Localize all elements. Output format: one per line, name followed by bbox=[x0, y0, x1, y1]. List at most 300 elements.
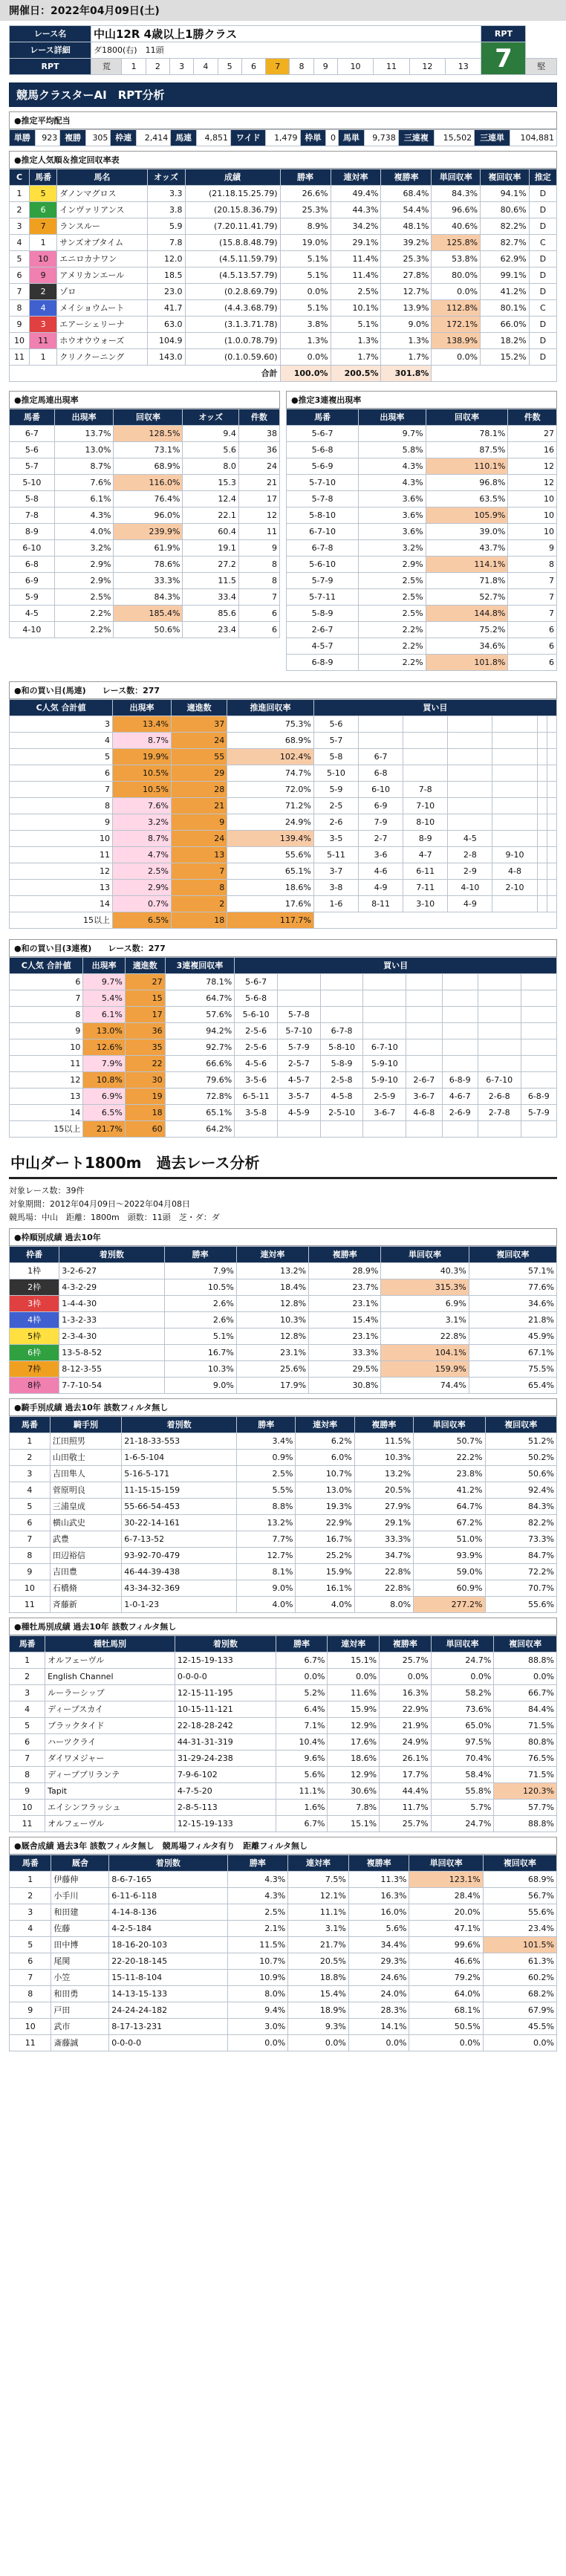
table-cell bbox=[492, 749, 537, 765]
table-row bbox=[287, 491, 557, 507]
table-cell: 17 bbox=[125, 1007, 165, 1023]
table-cell: 18 bbox=[125, 1105, 165, 1121]
table-cell: 80.0% bbox=[432, 267, 481, 284]
table-cell: 24-24-24-182 bbox=[109, 2002, 227, 2019]
table-cell: 71.5% bbox=[494, 1767, 557, 1783]
table-cell: 5-10 bbox=[10, 475, 55, 491]
table-cell: 52.7% bbox=[426, 589, 508, 606]
table-cell: 9.4 bbox=[183, 426, 238, 442]
header-row bbox=[10, 1247, 557, 1263]
table-cell: 144.8% bbox=[426, 606, 508, 622]
table-cell: 12-15-19-133 bbox=[175, 1816, 276, 1832]
table-cell: 4.0% bbox=[54, 524, 114, 540]
table-cell: 5.1% bbox=[280, 300, 331, 317]
table-cell: 55.6% bbox=[227, 847, 314, 863]
table-cell: 4-14-8-136 bbox=[109, 1904, 227, 1921]
table-cell: 伊藤伸 bbox=[51, 1872, 109, 1888]
table-cell: 79.6% bbox=[165, 1072, 235, 1089]
scale-cell: 8 bbox=[290, 59, 313, 75]
table-cell: 78.1% bbox=[165, 974, 235, 990]
course-title: 中山ダート1800m 過去レース分析 bbox=[9, 1145, 557, 1179]
table-cell: 34.4% bbox=[348, 1937, 409, 1953]
popularity-table bbox=[9, 169, 557, 382]
table-cell: 28.9% bbox=[309, 1263, 381, 1279]
table-cell: 5-16-5-171 bbox=[122, 1466, 237, 1482]
table-cell: 5 bbox=[30, 186, 57, 202]
header-row bbox=[287, 409, 557, 426]
table-cell: 94.2% bbox=[165, 1023, 235, 1039]
column-header: 複回収率 bbox=[485, 1417, 556, 1433]
table-cell: 2枠 bbox=[10, 1279, 59, 1296]
table-row bbox=[10, 1089, 557, 1105]
column-header: 連対率 bbox=[331, 169, 381, 186]
table-cell: 10 bbox=[508, 491, 557, 507]
table-cell: 6-7 bbox=[359, 749, 403, 765]
table-cell: 12.4 bbox=[183, 491, 238, 507]
table-row bbox=[10, 1816, 557, 1832]
table-cell: 5 bbox=[10, 1718, 45, 1734]
table-cell: 28.3% bbox=[348, 2002, 409, 2019]
table-cell: 3-5-7 bbox=[277, 1089, 320, 1105]
table-cell: 11.7% bbox=[380, 1800, 432, 1816]
table-cell: 0.0% bbox=[348, 2035, 409, 2051]
ai-title: 競馬クラスターAI RPT分析 bbox=[9, 82, 557, 107]
table-cell: (21.18.15.25.79) bbox=[185, 186, 280, 202]
table-cell: 8 bbox=[508, 557, 557, 573]
table-cell: 4 bbox=[10, 1701, 45, 1718]
table-cell: 5.6% bbox=[348, 1921, 409, 1937]
table-row bbox=[10, 1121, 557, 1138]
table-cell: D bbox=[529, 349, 556, 366]
table-cell bbox=[537, 716, 547, 733]
total-cell: 117.7% bbox=[227, 912, 314, 929]
table-row bbox=[10, 1279, 557, 1296]
column-header: 3連複回収率 bbox=[165, 958, 235, 974]
table-cell: 吉田豊 bbox=[50, 1564, 121, 1580]
column-header: 複回収率 bbox=[469, 1247, 556, 1263]
payout-value: 923 bbox=[35, 130, 60, 146]
table-cell: 71.5% bbox=[494, 1718, 557, 1734]
table-cell: 99.1% bbox=[481, 267, 530, 284]
table-cell: 三浦皇成 bbox=[50, 1499, 121, 1515]
table-cell: 28.4% bbox=[409, 1888, 483, 1904]
table-cell: 14-13-15-133 bbox=[109, 1986, 227, 2002]
table-cell: 8.9% bbox=[280, 218, 331, 235]
table-cell: 2.2% bbox=[359, 638, 426, 655]
table-cell: (4.5.13.57.79) bbox=[185, 267, 280, 284]
table-cell: 8.1% bbox=[237, 1564, 296, 1580]
table-cell: 4-8 bbox=[492, 863, 537, 880]
table-cell: 55.6% bbox=[483, 1904, 556, 1921]
table-cell: (4.4.3.68.79) bbox=[185, 300, 280, 317]
table-cell: 63.5% bbox=[426, 491, 508, 507]
table-cell: 11 bbox=[10, 847, 113, 863]
table-cell: 0.0% bbox=[432, 349, 481, 366]
table-cell: 4-5-8 bbox=[320, 1089, 363, 1105]
table-cell: 10 bbox=[508, 524, 557, 540]
table-cell: 74.4% bbox=[381, 1378, 469, 1394]
table-cell: 1-6 bbox=[313, 896, 358, 912]
table-row bbox=[10, 847, 557, 863]
table-cell: 6 bbox=[10, 765, 113, 782]
table-cell: 24.7% bbox=[431, 1652, 494, 1669]
table-cell bbox=[478, 1039, 521, 1056]
table-cell: 9 bbox=[10, 814, 113, 831]
table-cell: 6 bbox=[10, 1734, 45, 1751]
table-row bbox=[10, 1701, 557, 1718]
table-cell: 79.2% bbox=[409, 1970, 483, 1986]
table-cell: 93.9% bbox=[414, 1548, 485, 1564]
table-cell: 2-5 bbox=[313, 798, 358, 814]
table-cell: 8.7% bbox=[113, 733, 172, 749]
table-row bbox=[287, 540, 557, 557]
table-cell: 45.5% bbox=[483, 2019, 556, 2035]
table-cell: D bbox=[529, 333, 556, 349]
table-cell: 67.9% bbox=[483, 2002, 556, 2019]
table-row bbox=[10, 863, 557, 880]
table-cell bbox=[448, 765, 492, 782]
table-row bbox=[10, 475, 280, 491]
table-cell: 5 bbox=[10, 1937, 51, 1953]
sanren-title: ●推定3連複出現率 bbox=[286, 391, 557, 409]
table-cell: 64.7% bbox=[165, 990, 235, 1007]
table-cell: 11.1% bbox=[288, 1904, 349, 1921]
table-cell: D bbox=[529, 317, 556, 333]
table-cell: 63.0 bbox=[147, 317, 185, 333]
race-label: レース名 bbox=[10, 26, 91, 42]
table-cell: 51.0% bbox=[414, 1531, 485, 1548]
table-cell: 44.3% bbox=[331, 202, 381, 218]
table-cell: 18-16-20-103 bbox=[109, 1937, 227, 1953]
table-cell: 99.6% bbox=[409, 1937, 483, 1953]
table-cell: 5-7-9 bbox=[277, 1039, 320, 1056]
table-cell: 2-5-7 bbox=[277, 1056, 320, 1072]
table-row bbox=[10, 1904, 557, 1921]
table-cell: 11-15-15-159 bbox=[122, 1482, 237, 1499]
table-cell: 2-5-10 bbox=[320, 1105, 363, 1121]
table-cell: 61.9% bbox=[114, 540, 183, 557]
table-cell: 62.9% bbox=[481, 251, 530, 267]
table-cell bbox=[537, 814, 547, 831]
table-row bbox=[10, 1056, 557, 1072]
table-cell: ホウオウウォーズ bbox=[57, 333, 147, 349]
table-cell: 50.6% bbox=[485, 1466, 556, 1482]
race-name: 中山12R 4歳以上1勝クラス bbox=[91, 26, 481, 42]
table-row bbox=[10, 2019, 557, 2035]
table-cell: 120.3% bbox=[494, 1783, 557, 1800]
column-header: 出現率 bbox=[83, 958, 125, 974]
table-cell: 96.8% bbox=[426, 475, 508, 491]
table-cell: 21 bbox=[171, 798, 227, 814]
table-row bbox=[10, 1872, 557, 1888]
table-cell: 13 bbox=[10, 1089, 83, 1105]
column-header: 単回収率 bbox=[432, 169, 481, 186]
table-cell: 5.1% bbox=[164, 1328, 236, 1345]
table-cell bbox=[537, 798, 547, 814]
table-cell: 2.5% bbox=[113, 863, 172, 880]
table-cell: 33.4 bbox=[183, 589, 238, 606]
table-cell bbox=[403, 716, 448, 733]
table-cell: 11 bbox=[30, 333, 57, 349]
table-cell: 29.1% bbox=[354, 1515, 413, 1531]
table-cell: 80.1% bbox=[481, 300, 530, 317]
table-cell: 25.6% bbox=[236, 1361, 308, 1378]
table-cell bbox=[547, 733, 556, 749]
table-cell: 20.5% bbox=[354, 1482, 413, 1499]
table-cell: 0-0-0-0 bbox=[175, 1669, 276, 1685]
table-row bbox=[10, 1531, 557, 1548]
table-cell bbox=[359, 733, 403, 749]
table-cell: 3.4% bbox=[237, 1433, 296, 1450]
scale-cell: 12 bbox=[409, 59, 445, 75]
table-cell: 6.5% bbox=[83, 1105, 125, 1121]
table-cell: 23.1% bbox=[309, 1328, 381, 1345]
payout-label: 馬連 bbox=[171, 130, 197, 146]
table-row bbox=[10, 2035, 557, 2051]
table-cell: 10 bbox=[30, 251, 57, 267]
payout-label: 単勝 bbox=[10, 130, 36, 146]
table-cell: 5-7-10 bbox=[277, 1023, 320, 1039]
table-cell: C bbox=[529, 300, 556, 317]
table-cell: 菅原明良 bbox=[50, 1482, 121, 1499]
header-row bbox=[10, 958, 557, 974]
table-row bbox=[287, 426, 557, 442]
table-row bbox=[10, 284, 557, 300]
table-cell: 12.8% bbox=[236, 1328, 308, 1345]
table-row bbox=[10, 1345, 557, 1361]
table-cell bbox=[406, 1056, 442, 1072]
table-cell: 315.3% bbox=[381, 1279, 469, 1296]
table-cell: 23.8% bbox=[414, 1466, 485, 1482]
table-cell bbox=[521, 1023, 556, 1039]
table-cell: 10 bbox=[10, 333, 30, 349]
table-cell: Tapit bbox=[45, 1783, 175, 1800]
sire-table bbox=[9, 1635, 557, 1832]
table-cell: 13.2% bbox=[236, 1263, 308, 1279]
table-cell: 0.0% bbox=[431, 1669, 494, 1685]
column-header: 推定 bbox=[529, 169, 556, 186]
table-cell: 6-11 bbox=[403, 863, 448, 880]
umaren-title: ●推定馬連出現率 bbox=[9, 391, 280, 409]
table-cell: 10.7% bbox=[227, 1953, 288, 1970]
table-cell: 10.5% bbox=[113, 765, 172, 782]
table-cell: 22-20-18-145 bbox=[109, 1953, 227, 1970]
table-cell: 12 bbox=[10, 1072, 83, 1089]
table-cell: 68.4% bbox=[381, 186, 432, 202]
table-cell: 71.2% bbox=[227, 798, 314, 814]
table-cell: 19.9% bbox=[113, 749, 172, 765]
table-cell: 1 bbox=[30, 235, 57, 251]
table-cell: 9.4% bbox=[227, 2002, 288, 2019]
table-cell: 7.8% bbox=[328, 1800, 380, 1816]
table-cell: 4 bbox=[30, 300, 57, 317]
table-cell: 22.1 bbox=[183, 507, 238, 524]
table-row bbox=[10, 1888, 557, 1904]
table-cell: 38 bbox=[238, 426, 279, 442]
table-cell: 8.0% bbox=[354, 1597, 413, 1613]
table-cell: 7 bbox=[10, 1531, 51, 1548]
table-cell: 和田勇 bbox=[51, 1986, 109, 2002]
table-cell: 10.3% bbox=[236, 1312, 308, 1328]
table-cell: 17 bbox=[238, 491, 279, 507]
table-cell: (7.20.11.41.79) bbox=[185, 218, 280, 235]
table-cell: 2.6% bbox=[164, 1312, 236, 1328]
table-cell: D bbox=[529, 267, 556, 284]
total-value: 100.0% bbox=[280, 366, 331, 382]
table-cell bbox=[492, 814, 537, 831]
table-cell: 4.0% bbox=[296, 1597, 354, 1613]
table-cell: 64.0% bbox=[409, 1986, 483, 2002]
table-cell: 2 bbox=[10, 1669, 45, 1685]
table-cell: オルフェーヴル bbox=[45, 1652, 175, 1669]
table-cell: 31-29-24-238 bbox=[175, 1751, 276, 1767]
table-cell: 55-66-54-453 bbox=[122, 1499, 237, 1515]
table-row bbox=[10, 1970, 557, 1986]
scale-cell: 4 bbox=[194, 59, 218, 75]
table-cell: 6.4% bbox=[276, 1701, 328, 1718]
table-cell: 5-7-8 bbox=[277, 1007, 320, 1023]
table-row bbox=[10, 782, 557, 798]
column-header: 厩舎 bbox=[51, 1855, 109, 1872]
buy1-title: ●和の買い目(馬連) レース数：277 bbox=[9, 681, 557, 699]
table-cell: 0-0-0-0 bbox=[109, 2035, 227, 2051]
column-header: 馬番 bbox=[287, 409, 359, 426]
table-cell: 15以上 bbox=[10, 1121, 83, 1138]
table-cell: 4-7-5-20 bbox=[175, 1783, 276, 1800]
table-cell: 6.9% bbox=[83, 1089, 125, 1105]
table-cell: 48.1% bbox=[381, 218, 432, 235]
table-cell: 12 bbox=[10, 863, 113, 880]
table-cell bbox=[547, 765, 556, 782]
table-cell: 66.6% bbox=[165, 1056, 235, 1072]
table-cell: 1 bbox=[10, 1433, 51, 1450]
table-row bbox=[10, 442, 280, 458]
table-row bbox=[10, 1007, 557, 1023]
table-cell: 15-11-8-104 bbox=[109, 1970, 227, 1986]
table-row bbox=[287, 573, 557, 589]
table-cell: 74.7% bbox=[227, 765, 314, 782]
table-cell: 戸田 bbox=[51, 2002, 109, 2019]
table-cell: 27.9% bbox=[354, 1499, 413, 1515]
table-cell: 3.2% bbox=[54, 540, 114, 557]
table-cell: 7 bbox=[10, 1751, 45, 1767]
table-cell: 0.0% bbox=[328, 1669, 380, 1685]
table-cell: 6-8-9 bbox=[287, 655, 359, 671]
table-cell: 2-3-4-30 bbox=[59, 1328, 164, 1345]
sanrenpuku-table bbox=[286, 409, 557, 671]
table-row bbox=[10, 1718, 557, 1734]
table-cell: 8-9 bbox=[403, 831, 448, 847]
table-cell: 15.1% bbox=[328, 1652, 380, 1669]
table-row bbox=[10, 2002, 557, 2019]
table-cell: 12.6% bbox=[83, 1039, 125, 1056]
table-cell: 93-92-70-479 bbox=[122, 1548, 237, 1564]
table-cell: 田辺裕信 bbox=[50, 1548, 121, 1564]
table-cell: 51.2% bbox=[485, 1433, 556, 1450]
table-cell: 61.3% bbox=[483, 1953, 556, 1970]
table-cell: 4-5-6 bbox=[235, 1056, 278, 1072]
table-row bbox=[10, 300, 557, 317]
column-header: 複勝率 bbox=[348, 1855, 409, 1872]
column-header: 複回収率 bbox=[483, 1855, 556, 1872]
table-cell bbox=[492, 896, 537, 912]
table-cell bbox=[478, 990, 521, 1007]
table-cell: 16.7% bbox=[296, 1531, 354, 1548]
table-cell: 4-3-2-29 bbox=[59, 1279, 164, 1296]
table-cell: 82.2% bbox=[485, 1515, 556, 1531]
column-header: 騎手別 bbox=[50, 1417, 121, 1433]
table-row bbox=[10, 1734, 557, 1751]
table-cell: 24.6% bbox=[348, 1970, 409, 1986]
table-cell: 6-8 bbox=[10, 557, 55, 573]
table-cell: オルフェーヴル bbox=[45, 1816, 175, 1832]
table-cell: 239.9% bbox=[114, 524, 183, 540]
table-cell: 5-8-10 bbox=[320, 1039, 363, 1056]
table-cell: 13.2% bbox=[237, 1515, 296, 1531]
table-cell bbox=[320, 990, 363, 1007]
table-cell: 1.6% bbox=[276, 1800, 328, 1816]
table-cell: 25.3% bbox=[381, 251, 432, 267]
table-row bbox=[10, 1361, 557, 1378]
table-cell: 4-5 bbox=[448, 831, 492, 847]
table-cell: 22.9% bbox=[296, 1515, 354, 1531]
table-cell: 6-8 bbox=[359, 765, 403, 782]
column-header: 件数 bbox=[238, 409, 279, 426]
table-cell: 53.8% bbox=[432, 251, 481, 267]
table-cell: 9 bbox=[508, 540, 557, 557]
table-cell bbox=[442, 1023, 478, 1039]
table-cell: 6-9 bbox=[10, 573, 55, 589]
payout-label: 馬単 bbox=[339, 130, 365, 146]
table-cell: (15.8.8.48.79) bbox=[185, 235, 280, 251]
table-cell: 3.6% bbox=[359, 491, 426, 507]
table-cell: 3.0% bbox=[227, 2019, 288, 2035]
table-cell: 13.0% bbox=[54, 442, 114, 458]
table-cell: 22.8% bbox=[354, 1564, 413, 1580]
table-cell: サンズオブタイム bbox=[57, 235, 147, 251]
table-cell: 7.8 bbox=[147, 235, 185, 251]
table-cell: 71.8% bbox=[426, 573, 508, 589]
meta-period: 対象期間：2012年04月09日～2022年04月08日 bbox=[9, 1199, 190, 1209]
table-cell: 9.3% bbox=[288, 2019, 349, 2035]
column-header: 馬番 bbox=[30, 169, 57, 186]
jockey-title: ●騎手別成績 過去10年 該数フィルタ無し bbox=[9, 1398, 557, 1416]
table-cell: 104.1% bbox=[381, 1345, 469, 1361]
table-cell: 15.3 bbox=[183, 475, 238, 491]
table-cell: ルーラーシップ bbox=[45, 1685, 175, 1701]
table-cell: 尾関 bbox=[51, 1953, 109, 1970]
scale-cell: 10 bbox=[337, 59, 373, 75]
table-cell bbox=[492, 831, 537, 847]
table-cell: 4-5-9 bbox=[277, 1105, 320, 1121]
table-row bbox=[10, 1023, 557, 1039]
table-cell: 3.1% bbox=[381, 1312, 469, 1328]
table-cell bbox=[448, 733, 492, 749]
table-row bbox=[10, 1378, 557, 1394]
table-cell: 70.7% bbox=[485, 1580, 556, 1597]
table-cell: 78.1% bbox=[426, 426, 508, 442]
table-cell: 18.6% bbox=[227, 880, 314, 896]
table-row bbox=[10, 1800, 557, 1816]
table-cell: 5.8% bbox=[359, 442, 426, 458]
table-cell: 6.7% bbox=[276, 1652, 328, 1669]
table-cell: 2.5% bbox=[227, 1904, 288, 1921]
column-header: 連対率 bbox=[296, 1417, 354, 1433]
table-cell: 15 bbox=[125, 990, 165, 1007]
table-cell: 10.1% bbox=[331, 300, 381, 317]
table-cell: 2-6-8 bbox=[478, 1089, 521, 1105]
table-cell: 5枠 bbox=[10, 1328, 59, 1345]
